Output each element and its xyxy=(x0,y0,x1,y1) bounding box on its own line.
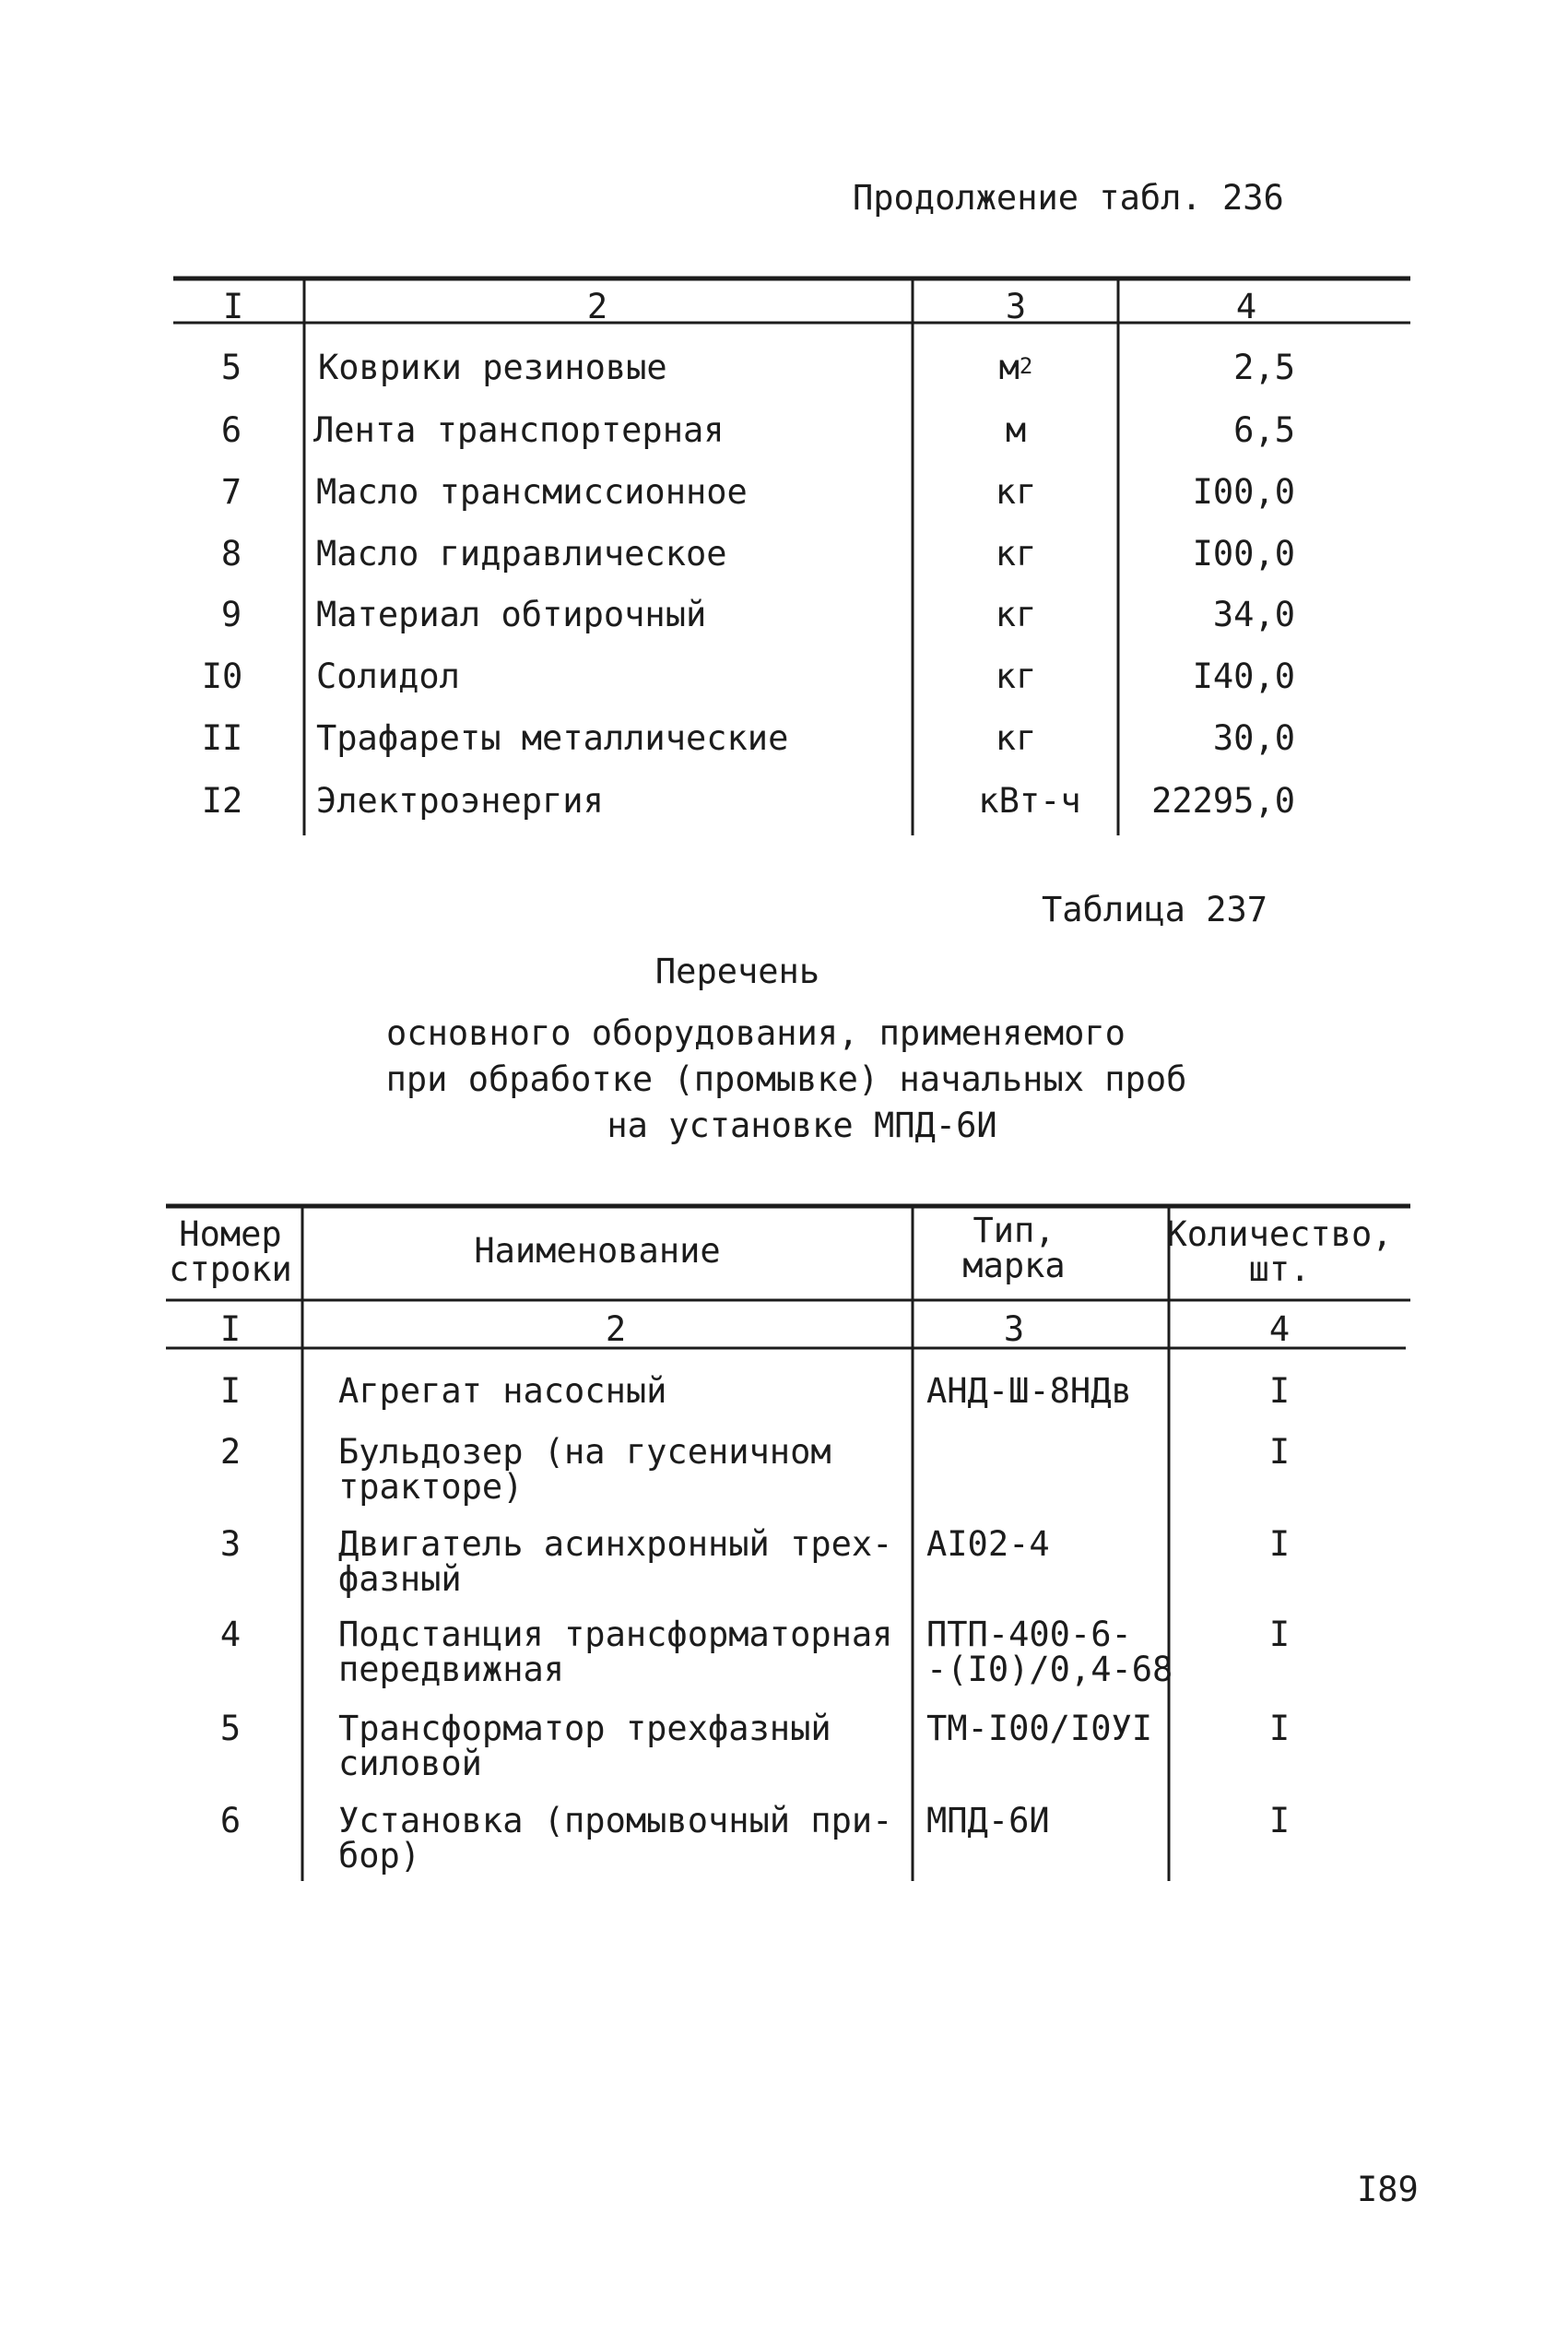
page-number: I89 xyxy=(1357,2170,1419,2209)
column-number-4: 4 xyxy=(1268,1309,1291,1349)
unit: кг xyxy=(995,657,1037,696)
column-number-2: 2 xyxy=(605,1309,627,1349)
continuation-title: Продолжение табл. 236 xyxy=(853,178,1284,218)
column-number-3: 3 xyxy=(1003,1309,1025,1349)
material-name: Масло трансмиссионное xyxy=(316,472,748,512)
material-name: Материал обтирочный xyxy=(316,595,707,634)
quantity: 6,5 xyxy=(1233,410,1295,450)
table1-col3-number: 3 xyxy=(1005,287,1027,326)
column-header-type: Тип, марка xyxy=(962,1211,1066,1285)
equipment-type: AI02-4 xyxy=(926,1524,1050,1564)
column-header-name: Наименование xyxy=(474,1231,721,1271)
row-number: 5 xyxy=(220,348,242,387)
unit: кг xyxy=(995,472,1037,512)
table1-col1-number: I xyxy=(222,287,244,326)
row-number: 5 xyxy=(219,1709,242,1748)
equipment-name: Трансформатор трехфазный силовой xyxy=(338,1709,831,1783)
equipment-quantity: I xyxy=(1268,1524,1291,1564)
unit: кВт-ч xyxy=(978,781,1081,821)
quantity: 34,0 xyxy=(1212,595,1295,634)
table-title-line-4: на установке МПД-6И xyxy=(607,1106,997,1145)
quantity: 2,5 xyxy=(1233,348,1295,387)
equipment-type: АНД-Ш-8НДв xyxy=(926,1371,1132,1411)
material-name: Масло гидравлическое xyxy=(316,534,727,574)
unit: м xyxy=(1005,410,1027,450)
quantity: I00,0 xyxy=(1192,472,1295,512)
material-name: Трафареты металлические xyxy=(316,718,789,758)
row-number: 4 xyxy=(219,1615,242,1654)
row-number: 9 xyxy=(220,595,242,634)
equipment-name: Агрегат насосный xyxy=(338,1371,667,1411)
table-title-line-2: основного оборудования, применяемого xyxy=(386,1013,1126,1053)
column-number-1: I xyxy=(219,1309,242,1349)
table1-col4-number: 4 xyxy=(1235,287,1257,326)
quantity: I00,0 xyxy=(1192,534,1295,574)
row-number: 6 xyxy=(220,410,242,450)
row-number: 2 xyxy=(219,1432,242,1472)
equipment-name: Установка (промывочный при- бор) xyxy=(338,1801,893,1875)
equipment-quantity: I xyxy=(1268,1432,1291,1472)
quantity: 22295,0 xyxy=(1151,781,1295,821)
row-number: I0 xyxy=(201,657,243,696)
row-number: I2 xyxy=(201,781,243,821)
unit-superscript: 2 xyxy=(1019,353,1033,379)
table-title-line-3: при обработке (промывке) начальных проб xyxy=(385,1059,1187,1099)
equipment-name: Бульдозер (на гусеничном тракторе) xyxy=(338,1432,831,1507)
row-number: 6 xyxy=(219,1801,242,1840)
equipment-quantity: I xyxy=(1268,1709,1291,1748)
table-label: Таблица 237 xyxy=(1042,890,1268,929)
equipment-quantity: I xyxy=(1268,1615,1291,1654)
row-number: I xyxy=(219,1371,242,1411)
equipment-name: Подстанция трансформаторная передвижная xyxy=(338,1615,893,1689)
unit-text: м xyxy=(998,348,1020,387)
row-number: 3 xyxy=(219,1524,242,1564)
equipment-type: ТМ-I00/I0УI xyxy=(926,1709,1153,1748)
row-number: II xyxy=(201,718,243,758)
equipment-quantity: I xyxy=(1268,1801,1291,1840)
material-name: Электроэнергия xyxy=(316,781,604,821)
quantity: 30,0 xyxy=(1212,718,1295,758)
unit xyxy=(999,350,1033,385)
material-name: Лента транспортерная xyxy=(313,410,725,450)
row-number: 8 xyxy=(220,534,242,574)
material-name: Солидол xyxy=(316,657,460,696)
unit: кг xyxy=(995,718,1037,758)
equipment-name: Двигатель асинхронный трех- фазный xyxy=(338,1524,893,1599)
table1-col2-number: 2 xyxy=(586,287,608,326)
column-header-quantity: Количество, шт. xyxy=(1166,1214,1393,1289)
row-number: 7 xyxy=(220,472,242,512)
quantity: I40,0 xyxy=(1192,657,1295,696)
unit: кг xyxy=(995,595,1037,634)
table-title-line-1: Перечень xyxy=(654,952,820,991)
equipment-quantity: I xyxy=(1268,1371,1291,1411)
column-header-row-number: Номер строки xyxy=(169,1214,292,1289)
equipment-type: МПД-6И xyxy=(926,1801,1050,1840)
equipment-type: ПТП-400-6- -(I0)/0,4-68 xyxy=(926,1615,1173,1689)
unit: кг xyxy=(995,534,1037,574)
material-name: Коврики резиновые xyxy=(318,348,667,387)
